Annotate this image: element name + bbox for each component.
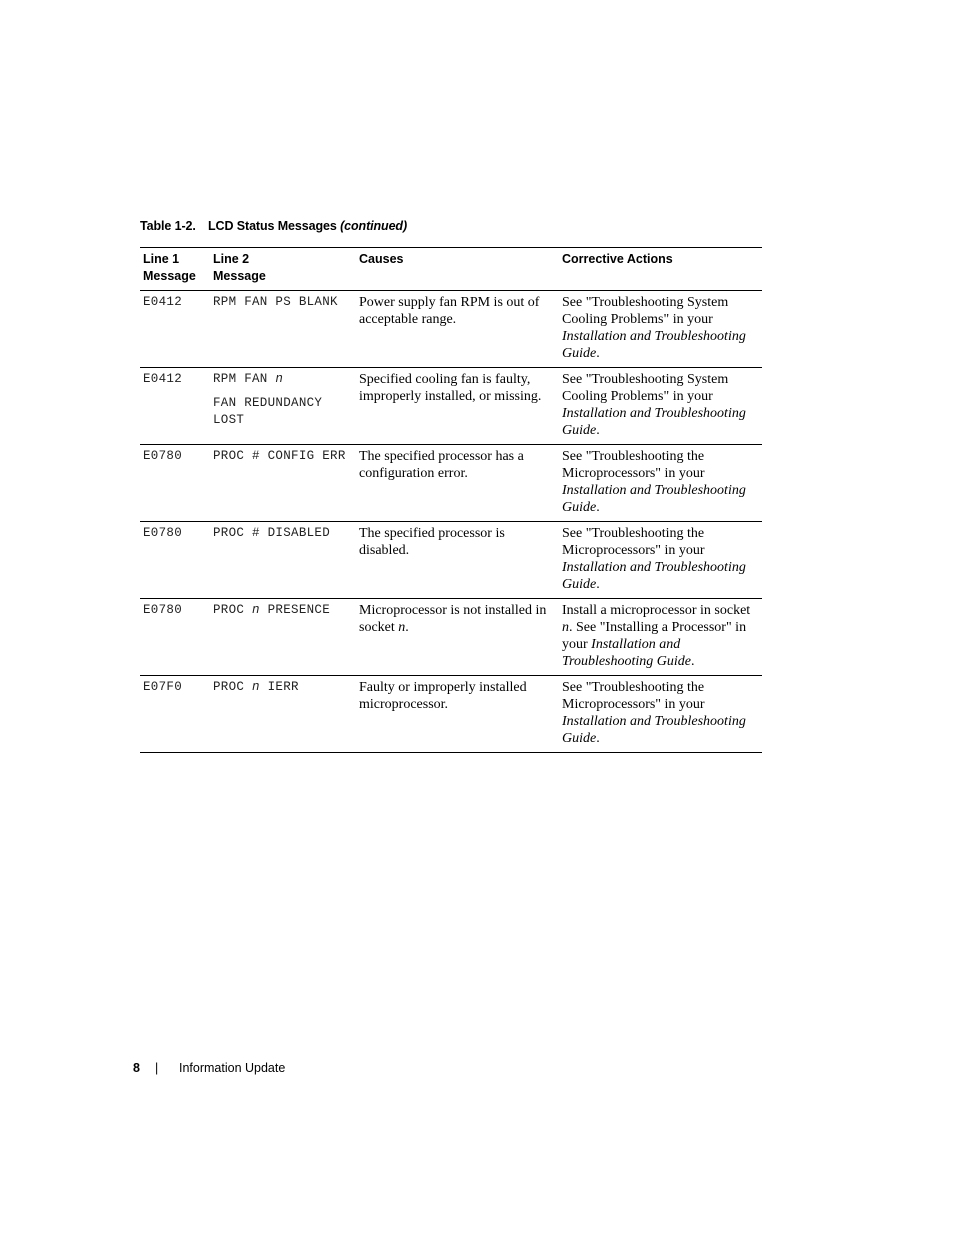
footer-section-title: Information Update: [179, 1061, 286, 1075]
cause-cell: Faulty or improperly installed microprocessor.: [356, 676, 559, 753]
table-continued: (continued): [340, 219, 408, 233]
table-title: LCD Status Messages: [208, 219, 337, 233]
line1-code: E0780: [140, 599, 210, 676]
table-caption: [140, 219, 407, 233]
header-actions: Corrective Actions: [559, 248, 762, 291]
page-footer: [133, 1061, 285, 1075]
cause-cell: The specified processor has a configuration error.: [356, 445, 559, 522]
line2-message: PROC # DISABLED: [210, 522, 356, 599]
header-line1: Line 1 Message: [140, 248, 210, 291]
page-number: 8: [133, 1061, 140, 1075]
line2-message: PROC n IERR: [210, 676, 356, 753]
cause-cell: Microprocessor is not installed in socket n.: [356, 599, 559, 676]
cause-cell: Specified cooling fan is faulty, improperly installed, or missing.: [356, 368, 559, 445]
table-row: [140, 368, 762, 445]
table-row: [140, 445, 762, 522]
line2-message: PROC n PRESENCE: [210, 599, 356, 676]
action-cell: See "Troubleshooting the Microprocessors" in your Installation and Troubleshooting Guide.: [559, 445, 762, 522]
table-row: [140, 599, 762, 676]
table-header-row: [140, 248, 762, 291]
header-causes: Causes: [356, 248, 559, 291]
action-cell: See "Troubleshooting System Cooling Problems" in your Installation and Troubleshooting Guide.: [559, 291, 762, 368]
table-row: [140, 676, 762, 753]
header-line2: Line 2 Message: [210, 248, 356, 291]
line1-code: E0780: [140, 445, 210, 522]
table-row: [140, 291, 762, 368]
action-cell: See "Troubleshooting the Microprocessors" in your Installation and Troubleshooting Guide.: [559, 522, 762, 599]
table-row: [140, 522, 762, 599]
line1-code: E07F0: [140, 676, 210, 753]
line1-code: E0780: [140, 522, 210, 599]
line2-message: RPM FAN PS BLANK: [210, 291, 356, 368]
lcd-status-table: [140, 247, 762, 753]
line1-code: E0412: [140, 368, 210, 445]
line1-code: E0412: [140, 291, 210, 368]
table-number: Table 1-2.: [140, 219, 196, 233]
line2-message: PROC # CONFIG ERR: [210, 445, 356, 522]
action-cell: See "Troubleshooting System Cooling Problems" in your Installation and Troubleshooting Guide.: [559, 368, 762, 445]
cause-cell: Power supply fan RPM is out of acceptable range.: [356, 291, 559, 368]
footer-separator: |: [155, 1061, 159, 1075]
line2-message: RPM FAN n FAN REDUNDANCY LOST: [210, 368, 356, 445]
action-cell: Install a microprocessor in socket n. See "Installing a Processor" in your Installation and Troubleshooting Guide.: [559, 599, 762, 676]
cause-cell: The specified processor is disabled.: [356, 522, 559, 599]
action-cell: See "Troubleshooting the Microprocessors" in your Installation and Troubleshooting Guide.: [559, 676, 762, 753]
